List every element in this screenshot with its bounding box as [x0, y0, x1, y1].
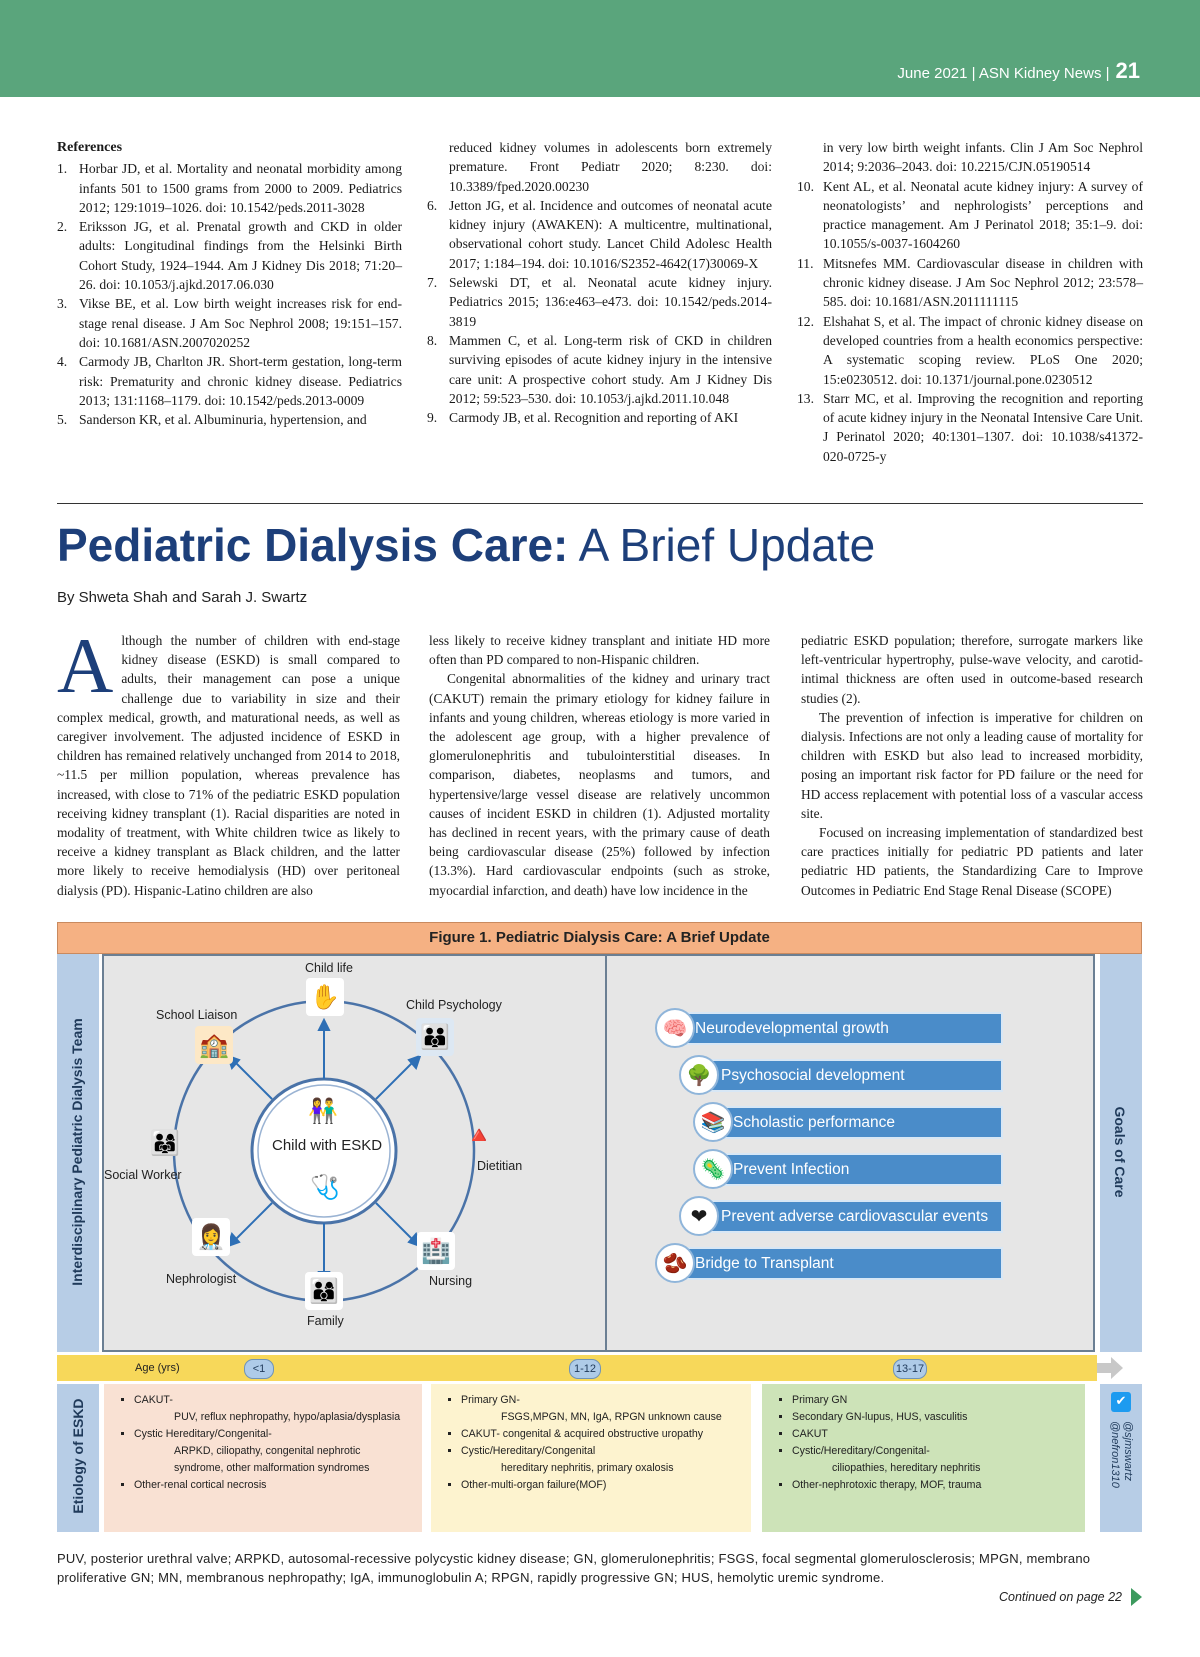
header-text — [897, 58, 1140, 84]
reference-item: 2. Eriksson JG, et al. Prenatal growth and CKD in older adults: Longitudinal findings from the Helsinki Birth Cohort Study, 1924–1944. Am J Kidney Dis 2018; 71:20–26. doi: 10.1053/j.ajkd.2017.06.030 — [57, 219, 402, 293]
team-child-psychology: Child Psychology — [406, 998, 502, 1012]
age-arrow-icon — [1097, 1355, 1127, 1381]
etiology-item: ▪ CAKUT — [792, 1426, 1073, 1443]
etiology-item: ▪ CAKUT- — [134, 1392, 410, 1409]
team-family: Family — [307, 1314, 344, 1328]
article-title: Pediatric Dialysis Care: A Brief Update — [57, 519, 876, 571]
food-pyramid-icon: 🔺 — [464, 1122, 494, 1149]
figure-abbreviations: PUV, posterior urethral valve; ARPKD, autosomal-recessive polycystic kidney disease; GN, glomerulonephritis; FSGS, focal segmental glomerulosclerosis; MPGN, membrano proliferative GN; MN, membranous nephropathy; IgA, immunoglobulin A; RPGN, rapidly progressive GN; HUS, hemolytic uremic syndrome. — [57, 1551, 1091, 1585]
paragraph: The prevention of infection is imperative for children on dialysis. Infections are not only a leading cause of mortality for children with ESKD but also lead to increased morbidity, posing an important risk factor for PD failure or the need for HD access replacement with potential loss of a vascular access site. — [801, 709, 1143, 821]
team-side-label — [57, 954, 99, 1352]
etiology-item: ▪ Primary GN — [792, 1392, 1073, 1409]
paragraph: less likely to receive kidney transplant and initiate HD more often than PD compared to non-Hispanic children. — [429, 633, 770, 668]
dialysis-machine-icon: 🩺 — [306, 1168, 344, 1206]
paragraph: pediatric ESKD population; therefore, surrogate markers like left-ventricular hypertrophy, pulse-wave velocity, and carotid-intimal thickness are often used in outcome-based research studies (2). — [801, 633, 1143, 706]
reference-item: 6. Jetton JG, et al. Incidence and outcomes of neonatal acute kidney injury (AWAKEN): A multicentre, multinational, observational cohort study. Lancet Child Adolesc Health 2017; 1:184–194. doi: 10.1016/S2352-4642(17)30069-X — [427, 197, 772, 271]
reference-item: 5. Sanderson KR, et al. Albuminuria, hypertension, and — [57, 412, 367, 428]
etiology-infant — [104, 1384, 422, 1532]
etiology-label: Etiology of ESKD — [70, 1398, 86, 1514]
age-group-teen: 13-17 — [893, 1359, 927, 1379]
family-icon: 👨‍👩‍👦 — [305, 1272, 343, 1310]
section-divider — [57, 503, 1143, 504]
reference-item: 8. Mammen C, et al. Long-term risk of CKD in children surviving episodes of acute kidney injury in the intensive care unit: A prospective cohort study. Am J Kidney Dis 2012; 59:523–530. doi: 10.1053/j.ajkd.2011.10.048 — [427, 332, 772, 406]
byline: By Shweta Shah and Sarah J. Swartz — [57, 589, 308, 606]
germ-icon: 🦠 — [693, 1149, 733, 1189]
twitter-icon: ✔ — [1111, 1392, 1131, 1412]
issue-info: June 2021 | ASN Kidney News | — [897, 65, 1110, 82]
article-col-2 — [429, 631, 770, 900]
paragraph: lthough the number of children with end-stage kidney disease (ESKD) is small compared to adults, their management can pose a unique challenge due to variability in size and their complex medical, growth, and maturational needs, as well as caregiver involvement. The adjusted incidence of ESKD in children has remained relatively unchanged from 2014 to 2018, ~11.5 per million population, whereas prevalence has increased, with close to 71% of the pediatric ESKD population receiving kidney transplant (1). Racial disparities are noted in modality of treatment, with White children twice as likely to receive a kidney transplant as Black children, and the latter more likely to receive hemodialysis (HD) over peritoneal dialysis (PD). Hispanic-Latino children are also — [57, 633, 400, 898]
continue-arrow-icon — [1131, 1588, 1142, 1606]
nursing-icon: 🏥 — [417, 1232, 455, 1270]
tree-icon: 🌳 — [679, 1055, 719, 1095]
etiology-detail: PUV, reflux nephropathy, hypo/aplasia/dysplasia — [174, 1411, 401, 1423]
references-col-2 — [427, 138, 772, 427]
team-label: Interdisciplinary Pediatric Dialysis Team — [69, 1018, 85, 1286]
article-col-3 — [801, 631, 1143, 900]
reference-item: 12. Elshahat S, et al. The impact of chronic kidney disease on developed countries from a health economics perspective: A systematic scoping review. PLoS One 2020; 15:e0230512. doi: 10.1371/journal.pone.0230512 — [797, 313, 1143, 387]
goals-panel — [605, 954, 1095, 1352]
figure-1 — [57, 922, 1142, 1534]
etiology-side-label — [57, 1384, 99, 1532]
etiology-item: ▪ Other-renal cortical necrosis — [134, 1477, 410, 1494]
paragraph: Congenital abnormalities of the kidney and urinary tract (CAKUT) remain the primary etiology for kidney failure in infants and young children, whereas etiology is more varied in the adolescent age group, with a higher prevalence of glomerulonephritis and tubulointerstitial diseases. In comparison, diabetes, neoplasms and tumors, and hypertensive/large vessel disease are relatively uncommon causes of incident ESKD in children (1). Adjusted mortality has declined in recent years, with the primary cause of death being cardiovascular disease (25%) followed by infection (13.3%). Hard cardiovascular endpoints (such as stroke, myocardial infarction, and death) have low incidence in the — [429, 671, 770, 898]
reference-item: 13. Starr MC, et al. Improving the recognition and reporting of acute kidney injury in the Neonatal Intensive Care Unit. J Perinatol 2020; 40:1301–1307. doi: 10.1038/s41372-020-0725-y — [797, 390, 1143, 464]
reference-item: 10. Kent AL, et al. Neonatal acute kidney injury: A survey of neonatologists’ and nephrologists’ perceptions and practice management. Am J Perinatol 2018; 35:1–9. doi: 10.1055/s-0037-1604260 — [797, 178, 1143, 252]
goal-prevent-infection: Prevent Infection — [721, 1153, 1003, 1186]
etiology-item: ▪ CAKUT- congenital & acquired obstructive uropathy — [461, 1426, 739, 1443]
etiology-teen — [762, 1384, 1085, 1532]
children-icon: 👫 — [304, 1092, 342, 1130]
reference-item: 7. Selewski DT, et al. Neonatal acute kidney injury. Pediatrics 2015; 136:e463–e473. doi: 10.1542/peds.2014-3819 — [427, 275, 772, 329]
page-number: 21 — [1115, 58, 1140, 83]
team-school-liaison: School Liaison — [156, 1008, 238, 1022]
etiology-detail: ARPKD, ciliopathy, congenital nephrotic syndrome, other malformation syndromes — [174, 1445, 370, 1474]
goal-neurodevelopmental-growth: Neurodevelopmental growth — [683, 1012, 1003, 1045]
team-panel — [102, 954, 650, 1352]
etiology-child — [431, 1384, 751, 1532]
goal-scholastic-performance: Scholastic performance — [721, 1106, 1003, 1139]
kidney-icon: 🫘 — [655, 1243, 695, 1283]
books-icon: 📚 — [693, 1102, 733, 1142]
age-group-child: 1-12 — [569, 1359, 601, 1379]
twitter-handles — [1108, 1421, 1134, 1513]
heart-icon: ❤ — [679, 1196, 719, 1236]
references-title: References — [57, 140, 123, 155]
reference-continuation: reduced kidney volumes in adolescents born extremely premature. Front Pediatr 2020; 8:230. doi: 10.3389/fped.2020.00230 — [449, 140, 772, 194]
etiology-item: ▪ Secondary GN-lupus, HUS, vasculitis — [792, 1409, 1073, 1426]
goal-psychosocial-development: Psychosocial development — [709, 1059, 1003, 1092]
figure-title: Figure 1. Pediatric Dialysis Care: A Brief Update — [57, 922, 1142, 954]
reference-item: 11. Mitsnefes MM. Cardiovascular disease in children with chronic kidney disease. J Am Soc Nephrol 2012; 23:578–585. doi: 10.1681/ASN.2011111115 — [797, 255, 1143, 310]
team-nephrologist: Nephrologist — [166, 1272, 237, 1286]
social-worker-icon: 👨‍👩‍👧 — [150, 1130, 180, 1157]
hands-icon: ✋ — [306, 978, 344, 1016]
reference-continuation: in very low birth weight infants. Clin J Am Soc Nephrol 2014; 9:2036–2043. doi: 10.2215/CJN.05190514 — [823, 140, 1143, 175]
etiology-detail: hereditary nephritis, primary oxalosis — [501, 1462, 674, 1474]
nephrologist-icon: 👩‍⚕️ — [192, 1218, 230, 1256]
continued-note: Continued on page 22 — [998, 1590, 1122, 1604]
center-label: Child with ESKD — [272, 1137, 383, 1154]
twitter-panel — [1100, 1384, 1142, 1532]
etiology-detail: ciliopathies, hereditary nephritis — [832, 1462, 981, 1474]
reference-item: 9. Carmody JB, et al. Recognition and reporting of AKI — [427, 410, 739, 426]
goals-label: Goals of Care — [1112, 1106, 1128, 1198]
reference-item: 4. Carmody JB, Charlton JR. Short-term gestation, long-term risk: Prematurity and chronic kidney disease. Pediatrics 2013; 131:1168–1179. doi: 10.1542/peds.2013-0009 — [57, 354, 402, 408]
etiology-detail: FSGS,MPGN, MN, IgA, RPGN unknown cause — [501, 1411, 722, 1423]
page-header — [0, 0, 1200, 97]
etiology-item: ▪ Cystic/Hereditary/Congenital — [461, 1443, 739, 1460]
twitter-handle: @sjmswartz — [1122, 1421, 1134, 1482]
age-label: Age (yrs) — [135, 1362, 180, 1374]
etiology-item: ▪ Cystic/Hereditary/Congenital- — [792, 1443, 1073, 1460]
references-col-3 — [797, 138, 1143, 466]
team-nursing: Nursing — [429, 1274, 473, 1288]
team-child-life: Child life — [305, 961, 353, 975]
age-group-infant: <1 — [244, 1359, 274, 1379]
paragraph: Focused on increasing implementation of standardized best care practices initially for pediatric PD patients and later pediatric HD patients, the Standardizing Care to Improve Outcomes in Pediatric End Stage Renal Disease (SCOPE) — [801, 825, 1143, 898]
drop-cap: A — [57, 622, 114, 709]
article-col-1 — [57, 622, 400, 900]
etiology-item: ▪ Cystic Hereditary/Congenital- — [134, 1426, 410, 1443]
team-dietitian: Dietitian — [477, 1159, 523, 1173]
etiology-item: ▪ Other-nephrotoxic therapy, MOF, trauma — [792, 1477, 1073, 1494]
reference-item: 1. Horbar JD, et al. Mortality and neonatal morbidity among infants 501 to 1500 grams from 2000 to 2009. Pediatrics 2012; 129:1019–1026. doi: 10.1542/peds.2011-3028 — [57, 161, 402, 215]
school-icon: 🏫 — [195, 1026, 233, 1064]
twitter-handle: @nefron1310 — [1109, 1421, 1121, 1488]
goal-prevent-cardiovascular-events: Prevent adverse cardiovascular events — [709, 1200, 1003, 1233]
goals-side-label — [1100, 954, 1142, 1352]
reference-item: 3. Vikse BE, et al. Low birth weight increases risk for end-stage renal disease. J Am Soc Nephrol 2008; 19:151–157. doi: 10.1681/ASN.2007020252 — [57, 296, 402, 350]
references-col-1 — [57, 138, 402, 429]
goal-bridge-to-transplant: Bridge to Transplant — [683, 1247, 1003, 1280]
therapy-icon: 👪 — [416, 1018, 454, 1056]
brain-icon: 🧠 — [655, 1008, 695, 1048]
team-social-worker: Social Worker — [104, 1168, 182, 1182]
etiology-item: ▪ Other-multi-organ failure(MOF) — [461, 1477, 739, 1494]
etiology-item: ▪ Primary GN- — [461, 1392, 739, 1409]
